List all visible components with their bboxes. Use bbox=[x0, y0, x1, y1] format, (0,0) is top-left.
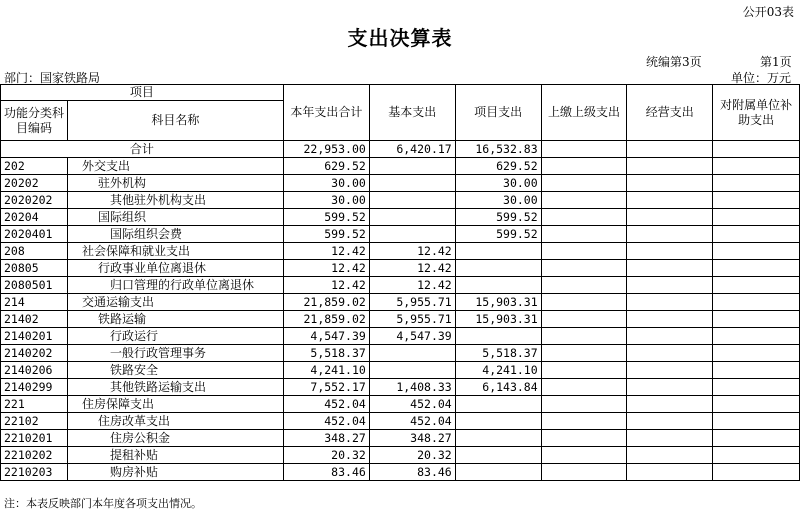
row-name: 其他铁路运输支出 bbox=[67, 379, 283, 396]
row-project: 5,518.37 bbox=[455, 345, 541, 362]
row-project: 599.52 bbox=[455, 226, 541, 243]
row-name: 国际组织 bbox=[67, 209, 283, 226]
header-upper: 上缴上级支出 bbox=[541, 85, 627, 141]
row-name: 行政事业单位离退休 bbox=[67, 260, 283, 277]
row-basic: 20.32 bbox=[369, 447, 455, 464]
row-total: 12.42 bbox=[283, 260, 369, 277]
row-project bbox=[455, 447, 541, 464]
row-name: 归口管理的行政单位离退休 bbox=[67, 277, 283, 294]
row-upper bbox=[541, 379, 627, 396]
table-row bbox=[1, 192, 800, 209]
row-total: 599.52 bbox=[283, 226, 369, 243]
row-subsidiary bbox=[713, 430, 800, 447]
row-name: 提租补贴 bbox=[67, 447, 283, 464]
row-code: 21402 bbox=[1, 311, 68, 328]
row-code: 2210203 bbox=[1, 464, 68, 481]
row-project bbox=[455, 464, 541, 481]
header-project: 项目支出 bbox=[455, 85, 541, 141]
row-name: 住房保障支出 bbox=[67, 396, 283, 413]
row-total: 12.42 bbox=[283, 277, 369, 294]
row-business bbox=[627, 158, 713, 175]
row-upper bbox=[541, 362, 627, 379]
row-name: 购房补贴 bbox=[67, 464, 283, 481]
row-business bbox=[627, 464, 713, 481]
department-label: 部门：国家铁路局 bbox=[4, 71, 101, 85]
page-title: 支出决算表 bbox=[347, 26, 453, 50]
row-subsidiary bbox=[713, 447, 800, 464]
row-code: 2210201 bbox=[1, 430, 68, 447]
row-upper bbox=[541, 328, 627, 345]
table-row bbox=[1, 277, 800, 294]
row-total: 4,241.10 bbox=[283, 362, 369, 379]
row-subsidiary bbox=[713, 226, 800, 243]
table-row bbox=[1, 464, 800, 481]
row-basic: 83.46 bbox=[369, 464, 455, 481]
row-basic: 1,408.33 bbox=[369, 379, 455, 396]
row-basic bbox=[369, 175, 455, 192]
table-row bbox=[1, 413, 800, 430]
row-total: 12.42 bbox=[283, 243, 369, 260]
row-total: 629.52 bbox=[283, 158, 369, 175]
table-row bbox=[1, 209, 800, 226]
row-name: 一般行政管理事务 bbox=[67, 345, 283, 362]
table-row bbox=[1, 362, 800, 379]
row-project bbox=[455, 430, 541, 447]
row-name: 行政运行 bbox=[67, 328, 283, 345]
row-basic bbox=[369, 226, 455, 243]
row-name: 社会保障和就业支出 bbox=[67, 243, 283, 260]
row-code: 2140299 bbox=[1, 379, 68, 396]
table-row bbox=[1, 430, 800, 447]
header-total: 本年支出合计 bbox=[283, 85, 369, 141]
row-basic bbox=[369, 192, 455, 209]
row-subsidiary bbox=[713, 396, 800, 413]
row-business bbox=[627, 260, 713, 277]
row-total: 599.52 bbox=[283, 209, 369, 226]
row-subsidiary bbox=[713, 192, 800, 209]
row-subsidiary bbox=[713, 277, 800, 294]
row-upper bbox=[541, 209, 627, 226]
row-project bbox=[455, 277, 541, 294]
row-total: 83.46 bbox=[283, 464, 369, 481]
row-name: 铁路运输 bbox=[67, 311, 283, 328]
table-row bbox=[1, 396, 800, 413]
row-business bbox=[627, 209, 713, 226]
row-subsidiary bbox=[713, 260, 800, 277]
row-project: 599.52 bbox=[455, 209, 541, 226]
row-subsidiary bbox=[713, 243, 800, 260]
row-project: 30.00 bbox=[455, 175, 541, 192]
header-business: 经营支出 bbox=[627, 85, 713, 141]
table-row bbox=[1, 175, 800, 192]
row-project: 629.52 bbox=[455, 158, 541, 175]
row-business bbox=[627, 311, 713, 328]
total-row bbox=[1, 141, 800, 158]
total-label: 合计 bbox=[1, 141, 284, 158]
row-subsidiary bbox=[713, 345, 800, 362]
table-row bbox=[1, 243, 800, 260]
row-business bbox=[627, 294, 713, 311]
row-subsidiary bbox=[713, 311, 800, 328]
row-name: 外交支出 bbox=[67, 158, 283, 175]
row-name: 铁路安全 bbox=[67, 362, 283, 379]
row-code: 214 bbox=[1, 294, 68, 311]
header-code: 功能分类科目编码 bbox=[1, 101, 68, 141]
row-subsidiary bbox=[713, 175, 800, 192]
header-subsidiary: 对附属单位补助支出 bbox=[713, 85, 800, 141]
row-name: 驻外机构 bbox=[67, 175, 283, 192]
row-upper bbox=[541, 464, 627, 481]
row-upper bbox=[541, 447, 627, 464]
row-project bbox=[455, 328, 541, 345]
row-upper bbox=[541, 243, 627, 260]
total-subsidiary bbox=[713, 141, 800, 158]
row-code: 2140206 bbox=[1, 362, 68, 379]
row-business bbox=[627, 396, 713, 413]
row-code: 20204 bbox=[1, 209, 68, 226]
row-basic bbox=[369, 362, 455, 379]
row-code: 20805 bbox=[1, 260, 68, 277]
table-row bbox=[1, 311, 800, 328]
header-row-1 bbox=[1, 85, 800, 101]
table-row bbox=[1, 226, 800, 243]
row-business bbox=[627, 379, 713, 396]
table-row bbox=[1, 294, 800, 311]
row-total: 7,552.17 bbox=[283, 379, 369, 396]
row-business bbox=[627, 175, 713, 192]
row-subsidiary bbox=[713, 328, 800, 345]
unit-label: 单位：万元 bbox=[731, 71, 792, 85]
row-business bbox=[627, 447, 713, 464]
row-total: 21,859.02 bbox=[283, 294, 369, 311]
form-code: 公开03表 bbox=[742, 5, 794, 19]
row-code: 2140202 bbox=[1, 345, 68, 362]
row-total: 30.00 bbox=[283, 175, 369, 192]
row-subsidiary bbox=[713, 379, 800, 396]
row-basic bbox=[369, 345, 455, 362]
row-code: 2020401 bbox=[1, 226, 68, 243]
row-basic: 12.42 bbox=[369, 260, 455, 277]
row-name: 国际组织会费 bbox=[67, 226, 283, 243]
row-upper bbox=[541, 277, 627, 294]
row-name: 住房改革支出 bbox=[67, 413, 283, 430]
row-upper bbox=[541, 175, 627, 192]
row-subsidiary bbox=[713, 362, 800, 379]
total-total: 22,953.00 bbox=[283, 141, 369, 158]
row-basic: 4,547.39 bbox=[369, 328, 455, 345]
row-upper bbox=[541, 294, 627, 311]
row-upper bbox=[541, 311, 627, 328]
table-row bbox=[1, 379, 800, 396]
row-business bbox=[627, 328, 713, 345]
row-basic: 5,955.71 bbox=[369, 311, 455, 328]
row-total: 4,547.39 bbox=[283, 328, 369, 345]
row-total: 5,518.37 bbox=[283, 345, 369, 362]
row-project bbox=[455, 243, 541, 260]
table-row bbox=[1, 328, 800, 345]
row-business bbox=[627, 226, 713, 243]
row-code: 2140201 bbox=[1, 328, 68, 345]
row-code: 20202 bbox=[1, 175, 68, 192]
table-row bbox=[1, 447, 800, 464]
row-code: 2020202 bbox=[1, 192, 68, 209]
header-item-group: 项目 bbox=[1, 85, 284, 101]
row-basic bbox=[369, 209, 455, 226]
row-code: 202 bbox=[1, 158, 68, 175]
row-basic: 348.27 bbox=[369, 430, 455, 447]
row-project: 15,903.31 bbox=[455, 294, 541, 311]
expenditure-table bbox=[0, 84, 800, 481]
row-total: 452.04 bbox=[283, 413, 369, 430]
row-name: 其他驻外机构支出 bbox=[67, 192, 283, 209]
row-total: 20.32 bbox=[283, 447, 369, 464]
row-business bbox=[627, 430, 713, 447]
row-business bbox=[627, 362, 713, 379]
total-upper bbox=[541, 141, 627, 158]
row-upper bbox=[541, 396, 627, 413]
header-basic: 基本支出 bbox=[369, 85, 455, 141]
row-basic: 12.42 bbox=[369, 243, 455, 260]
row-project bbox=[455, 396, 541, 413]
row-upper bbox=[541, 158, 627, 175]
total-business bbox=[627, 141, 713, 158]
row-project: 30.00 bbox=[455, 192, 541, 209]
row-business bbox=[627, 413, 713, 430]
row-business bbox=[627, 345, 713, 362]
row-basic: 5,955.71 bbox=[369, 294, 455, 311]
row-business bbox=[627, 192, 713, 209]
row-total: 30.00 bbox=[283, 192, 369, 209]
row-subsidiary bbox=[713, 209, 800, 226]
table-row bbox=[1, 158, 800, 175]
header-name: 科目名称 bbox=[67, 101, 283, 141]
row-code: 221 bbox=[1, 396, 68, 413]
row-project: 4,241.10 bbox=[455, 362, 541, 379]
row-business bbox=[627, 243, 713, 260]
row-total: 21,859.02 bbox=[283, 311, 369, 328]
row-upper bbox=[541, 413, 627, 430]
row-project: 15,903.31 bbox=[455, 311, 541, 328]
row-upper bbox=[541, 430, 627, 447]
row-upper bbox=[541, 192, 627, 209]
row-total: 452.04 bbox=[283, 396, 369, 413]
row-code: 2080501 bbox=[1, 277, 68, 294]
compile-number: 统编第3页 bbox=[646, 55, 702, 69]
row-upper bbox=[541, 260, 627, 277]
row-code: 22102 bbox=[1, 413, 68, 430]
row-subsidiary bbox=[713, 158, 800, 175]
page-number: 第1页 bbox=[760, 55, 792, 69]
row-project bbox=[455, 260, 541, 277]
row-basic: 452.04 bbox=[369, 413, 455, 430]
row-basic: 12.42 bbox=[369, 277, 455, 294]
total-basic: 6,420.17 bbox=[369, 141, 455, 158]
row-upper bbox=[541, 226, 627, 243]
row-total: 348.27 bbox=[283, 430, 369, 447]
row-code: 208 bbox=[1, 243, 68, 260]
table-row bbox=[1, 345, 800, 362]
row-project: 6,143.84 bbox=[455, 379, 541, 396]
row-subsidiary bbox=[713, 413, 800, 430]
row-basic: 452.04 bbox=[369, 396, 455, 413]
row-subsidiary bbox=[713, 294, 800, 311]
row-name: 交通运输支出 bbox=[67, 294, 283, 311]
row-name: 住房公积金 bbox=[67, 430, 283, 447]
row-upper bbox=[541, 345, 627, 362]
row-project bbox=[455, 413, 541, 430]
table-row bbox=[1, 260, 800, 277]
row-basic bbox=[369, 158, 455, 175]
row-subsidiary bbox=[713, 464, 800, 481]
row-code: 2210202 bbox=[1, 447, 68, 464]
table-note: 注：本表反映部门本年度各项支出情况。 bbox=[4, 497, 202, 510]
row-business bbox=[627, 277, 713, 294]
total-project: 16,532.83 bbox=[455, 141, 541, 158]
